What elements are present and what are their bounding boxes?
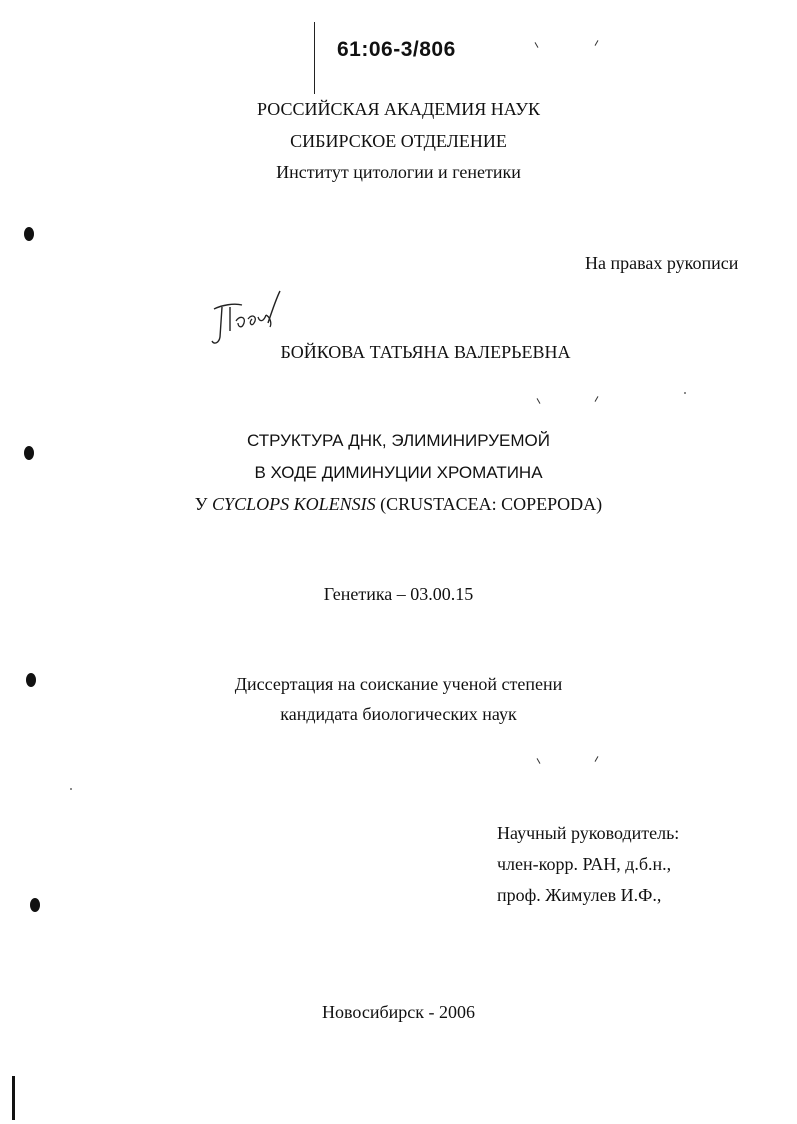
title-line-2: В ХОДЕ ДИМИНУЦИИ ХРОМАТИНА xyxy=(254,463,543,482)
punch-hole-1 xyxy=(24,227,34,241)
scan-speck-2 xyxy=(70,788,72,790)
archive-margin-line xyxy=(314,22,315,94)
species-name: CYCLOPS KOLENSIS xyxy=(212,494,376,514)
scan-tick-3 xyxy=(537,398,541,404)
scan-tick-5 xyxy=(537,758,541,764)
author-signature xyxy=(208,287,288,349)
scan-edge-bar xyxy=(12,1076,15,1120)
city-year: Новосибирск - 2006 xyxy=(322,1002,475,1022)
scan-tick-2 xyxy=(595,40,599,46)
supervisor-label: Научный руководитель: xyxy=(497,823,680,843)
institution-academy: РОССИЙСКАЯ АКАДЕМИЯ НАУК xyxy=(257,99,540,119)
institution-institute: Институт цитологии и генетики xyxy=(276,162,521,182)
scan-tick-4 xyxy=(595,396,599,402)
specialty: Генетика – 03.00.15 xyxy=(323,584,474,604)
archive-code: 61:06-3/806 xyxy=(337,38,456,61)
title-line-3 xyxy=(0,494,797,515)
title-line-3-prefix: У xyxy=(194,494,213,514)
scan-tick-1 xyxy=(535,42,539,48)
punch-hole-4 xyxy=(30,898,40,912)
author-name: БОЙКОВА ТАТЬЯНА ВАЛЕРЬЕВНА xyxy=(280,342,571,362)
title-line-3-taxon: (CRUSTACEA: COPEPODA) xyxy=(375,494,603,514)
degree-line-1: Диссертация на соискание ученой степени xyxy=(234,674,563,694)
degree-line-2: кандидата биологических наук xyxy=(280,704,517,724)
manuscript-note: На правах рукописи xyxy=(585,253,739,273)
title-line-1: СТРУКТУРА ДНК, ЭЛИМИНИРУЕМОЙ xyxy=(247,431,550,450)
institution-branch: СИБИРСКОЕ ОТДЕЛЕНИЕ xyxy=(290,131,507,151)
scan-speck-1 xyxy=(684,392,686,394)
supervisor-name: проф. Жимулев И.Ф., xyxy=(497,885,662,905)
scan-tick-6 xyxy=(595,756,599,762)
punch-hole-2 xyxy=(24,446,34,460)
supervisor-rank: член-корр. РАН, д.б.н., xyxy=(497,854,672,874)
